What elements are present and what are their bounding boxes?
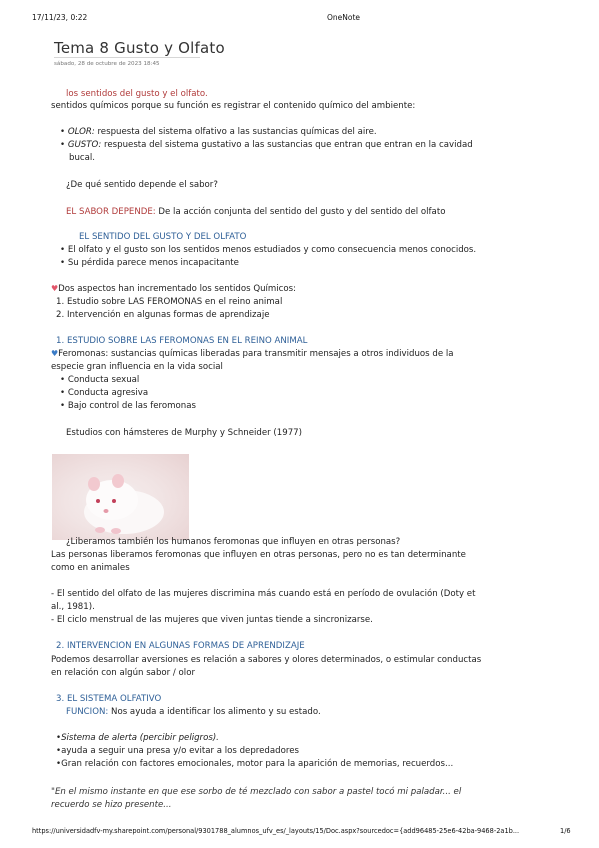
page-date: sábado, 28 de octubre de 2023 18:45 <box>54 61 160 67</box>
list-item: • Conducta sexual <box>60 375 140 385</box>
intro-heading: los sentidos del gusto y el olfato. <box>66 89 208 99</box>
fact-menstrual: - El ciclo menstrual de las mujeres que viven juntas tiende a sincronizarse. <box>51 615 373 625</box>
bullet-dot-icon: • <box>56 746 62 756</box>
learning-text-cont: en relación con algún sabor / olor <box>51 668 195 678</box>
proust-quote: "En el mismo instante en que ese sorbo de té mezclado con sabor a pastel tocó mi paladar... el <box>51 787 462 797</box>
page-number: 1/6 <box>560 827 571 835</box>
function-label: FUNCION: <box>66 707 109 717</box>
list-item <box>60 127 377 137</box>
bullet-dot-icon: • <box>60 388 66 398</box>
hamster-photo <box>52 454 189 540</box>
intro-line: sentidos químicos porque su función es registrar el contenido químico del ambiente: <box>51 101 416 111</box>
list-item-continuation: bucal. <box>69 153 96 163</box>
sense-term: OLOR: <box>67 127 95 137</box>
section-heading-sense: EL SENTIDO DEL GUSTO Y DEL OLFATO <box>79 232 247 242</box>
page-title: Tema 8 Gusto y Olfato <box>54 39 225 57</box>
list-item: •ayuda a seguir una presa y/o evitar a los depredadores <box>56 746 299 756</box>
pheromone-answer-cont: como en animales <box>51 563 130 573</box>
pheromone-definition-cont: especie gran influencia en la vida social <box>51 362 223 372</box>
list-item: • Conducta agresiva <box>60 388 149 398</box>
answer-text: De la acción conjunta del sentido del gusto y del sentido del olfato <box>155 207 446 217</box>
list-item: • El olfato y el gusto son los sentidos menos estudiados y como consecuencia menos conocidos. <box>60 245 477 255</box>
sense-text: respuesta del sistema gustativo a las sustancias que entran que entran en la cavidad <box>101 140 473 150</box>
print-datetime: 17/11/23, 0:22 <box>32 13 88 22</box>
bullet-dot-icon: • <box>60 258 66 268</box>
aspects-intro: ♥Dos aspectos han incrementado los sentidos Químicos: <box>51 284 297 294</box>
footer-url[interactable]: https://universidadfv-my.sharepoint.com/personal/9301788_alumnos_ufv_es/_layouts/15/Doc.aspx?sourcedoc={add96485-25e6-42ba-9468-2a1b... <box>32 827 520 835</box>
list-item: • Su pérdida parece menos incapacitante <box>60 258 239 268</box>
list-item <box>60 140 473 150</box>
bullet-dot-icon: • <box>56 733 62 743</box>
sense-term: GUSTO: <box>67 140 102 150</box>
list-item: • Bajo control de las feromonas <box>60 401 196 411</box>
question-sabor: ¿De qué sentido depende el sabor? <box>66 180 218 190</box>
section-heading-1: 1. ESTUDIO SOBRE LAS FEROMONAS EN EL REINO ANIMAL <box>56 336 308 346</box>
bullet-dot-icon: • <box>56 759 62 769</box>
hamster-studies: Estudios con hámsteres de Murphy y Schneider (1977) <box>66 428 302 438</box>
list-item: •Gran relación con factores emocionales, motor para la aparición de memorias, recuerdos... <box>56 759 454 769</box>
bullet-dot-icon: • <box>60 140 66 150</box>
learning-text: Podemos desarrollar aversiones es relación a sabores y olores determinados, o estimular conductas <box>51 655 482 665</box>
bullet-dot-icon: • <box>60 245 66 255</box>
section-heading-2: 2. INTERVENCION EN ALGUNAS FORMAS DE APRENDIZAJE <box>56 641 305 651</box>
print-app-name: OneNote <box>327 13 361 22</box>
answer-label: EL SABOR DEPENDE: <box>66 207 156 217</box>
numbered-item: 1. Estudio sobre LAS FEROMONAS en el reino animal <box>56 297 283 307</box>
title-underline <box>54 57 200 58</box>
proust-quote-cont: recuerdo se hizo presente... <box>51 800 172 810</box>
sense-text: respuesta del sistema olfativo a las sustancias químicas del aire. <box>94 127 377 137</box>
fact-ovulation: - El sentido del olfato de las mujeres discrimina más cuando está en período de ovulación (Doty et <box>51 589 476 599</box>
answer-sabor <box>66 207 445 217</box>
red-heart-icon: ♥ <box>51 284 59 293</box>
olfactory-function: FUNCION: Nos ayuda a identificar los alimento y su estado. <box>66 707 321 717</box>
list-item: •Sistema de alerta (percibir peligros). <box>56 733 219 743</box>
bullet-dot-icon: • <box>60 127 66 137</box>
section-heading-3: 3. EL SISTEMA OLFATIVO <box>56 694 162 704</box>
pheromone-definition: ♥Feromonas: sustancias químicas liberadas para transmitir mensajes a otros individuos de la <box>51 349 454 359</box>
numbered-item: 2. Intervención en algunas formas de aprendizaje <box>56 310 270 320</box>
blue-heart-icon: ♥ <box>51 349 59 358</box>
pheromone-answer: Las personas liberamos feromonas que influyen en otras personas, pero no es tan determinante <box>51 550 466 560</box>
fact-ovulation-cont: al., 1981). <box>51 602 95 612</box>
pheromone-question: ¿Liberamos también los humanos feromonas que influyen en otras personas? <box>66 537 401 547</box>
bullet-dot-icon: • <box>60 401 66 411</box>
bullet-dot-icon: • <box>60 375 66 385</box>
